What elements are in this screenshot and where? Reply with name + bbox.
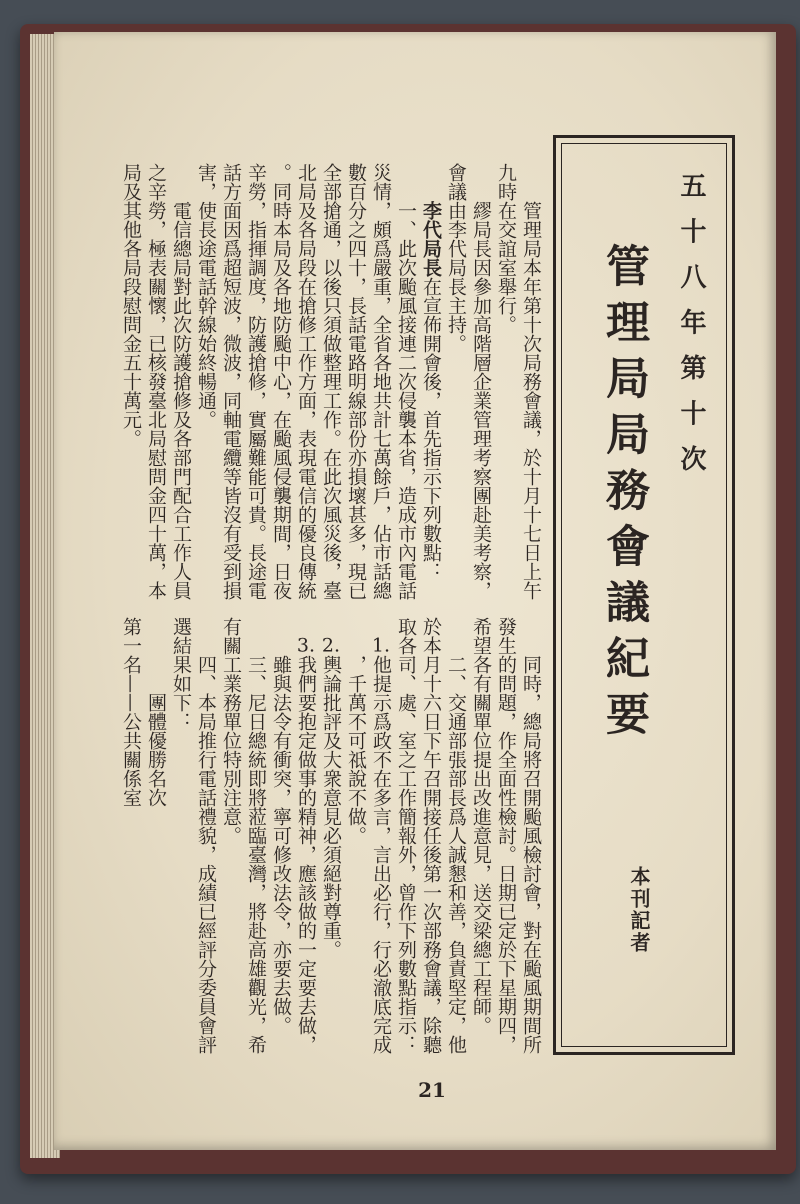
text-column: 全部搶通，以後只須做整理工作。在此次風災後，臺 (320, 163, 342, 600)
text-column: 害，使長途電話幹線始終暢通。 (195, 163, 217, 429)
text-column: 九時在交誼室舉行。 (495, 163, 517, 334)
text-column (293, 617, 318, 1057)
issue-label: 五十八年第十次 (676, 172, 706, 491)
text-column: 團體優勝名次 (145, 693, 167, 807)
text-column: 希望各有關單位提出改進意見，送交梁總工程師。 (470, 617, 492, 1035)
text-column: 三、尼日總統即將蒞臨臺灣，將赴高雄觀光，希 (245, 655, 267, 1054)
text-column: 選結果如下： (170, 617, 192, 731)
text-column (418, 163, 443, 603)
article-lower-block (118, 617, 543, 1057)
text-column: 。同時本局及各地防颱中心，在颱風侵襲期間，日夜 (270, 163, 292, 600)
text-column: 一、此次颱風接連二次侵襲本省，造成市內電話 (395, 201, 417, 600)
text-column: 繆局長因參加高階層企業管理考察團赴美考察， (470, 201, 492, 600)
text-column: 北局及各局段在搶修工作方面，表現電信的優良傳統 (295, 163, 317, 600)
text-run: 他提示爲政不在多言，言出必行，行必澈底完成 (370, 655, 392, 1054)
text-run: 在宣佈開會後，首先指示下列數點： (420, 277, 442, 581)
text-column: 於本月十六日下午召開接任後第一次部務會議，除聽 (420, 617, 442, 1054)
article-upper-block (118, 163, 543, 603)
text-column: 辛勞，指揮調度，防護搶修，實屬難能可貴。長途電 (245, 163, 267, 600)
text-column: 發生的問題，作全面性檢討。日期已定於下星期四， (495, 617, 517, 1054)
text-column: 雖與法令有衝突，寧可修改法令，亦要去做。 (270, 655, 292, 1035)
text-column: 話方面因爲超短波，微波，同軸電纜等皆沒有受到損 (220, 163, 242, 600)
text-run: 我們要抱定做事的精神，應該做的一定要去做， (295, 655, 317, 1054)
text-column (368, 617, 393, 1057)
speaker-name: 李代局長 (420, 201, 442, 277)
list-number: 2. (321, 636, 341, 655)
list-number: 1. (371, 636, 391, 655)
text-column: 電信總局對此次防護搶修及各部門配合工作人員 (170, 201, 192, 600)
text-column: 局及其他各局段慰問金五十萬元。 (120, 163, 142, 448)
article-title: 管理局局務會議紀要 (598, 243, 649, 747)
text-column: 四、本局推行電話禮貌，成績已經評分委員會評 (195, 655, 217, 1054)
text-column: 第一名——公共關係室 (120, 617, 142, 807)
text-column: 災情，頗爲嚴重，全省各地共計七萬餘戶，佔市話總 (370, 163, 392, 600)
text-column: 管理局本年第十次局務會議，於十月十七日上午 (520, 201, 542, 600)
page-number: 21 (418, 1078, 446, 1102)
text-run: 輿論批評及大衆意見必須絕對尊重。 (320, 655, 342, 959)
text-column: 數百分之四十，長話電路明線部份亦損壞甚多，現已 (345, 163, 367, 600)
byline: 本刊記者 (627, 866, 651, 954)
text-column: 有關工業務單位特別注意。 (220, 617, 242, 845)
text-column: 會議由李代局長主持。 (445, 163, 467, 353)
text-column (318, 617, 343, 1057)
list-number: 3. (296, 636, 316, 655)
text-column: 二、交通部張部長爲人誠懇和善，負責堅定，他 (445, 655, 467, 1054)
text-column: 取各司、處、室之工作簡報外，曾作下列數點指示： (395, 617, 417, 1054)
text-column: 之辛勞，極表關懷，已核發臺北局慰問金四十萬，本 (145, 163, 167, 600)
text-column: ，千萬不可祗說不做。 (345, 655, 367, 845)
text-column: 同時，總局將召開颱風檢討會，對在颱風期間所 (520, 655, 542, 1054)
